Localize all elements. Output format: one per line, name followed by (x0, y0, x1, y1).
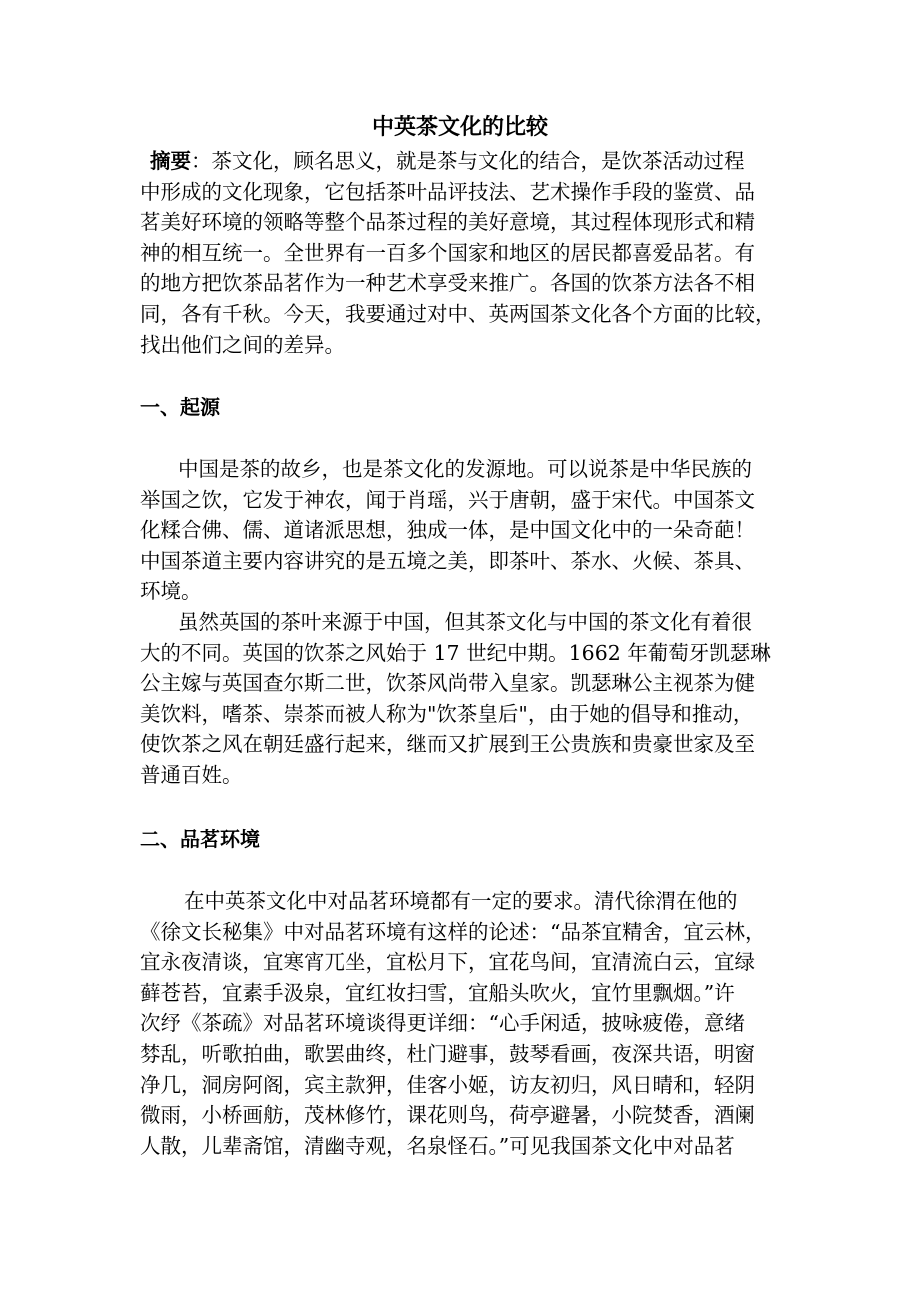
body-line: 虽然英国的茶叶来源于中国，但其茶文化与中国的茶文化有着很 (178, 609, 752, 634)
abstract-line: 找出他们之间的差异。 (140, 332, 345, 357)
body-line: 人散，儿辈斋馆，清幽寺观，名泉怪石。”可见我国茶文化中对品茗 (140, 1133, 735, 1158)
abstract-label: 摘要 (150, 149, 191, 173)
body-line: 《徐文长秘集》中对品茗环境有这样的论述：“品茶宜精舍，宜云林， (140, 919, 766, 944)
abstract-line: 的地方把饮茶品茗作为一种艺术享受来推广。各国的饮茶方法各不相 (140, 271, 755, 296)
body-line: 美饮料，嗜茶、崇茶而被人称为"饮茶皇后"，由于她的倡导和推动， (140, 701, 754, 726)
body-line: 次纾《茶疏》对品茗环境谈得更详细：“心手闲适，披咏疲倦，意绪 (140, 1011, 745, 1036)
section-heading-origin: 一、起源 (140, 395, 220, 419)
body-line: 微雨，小桥画舫，茂林修竹，课花则鸟，荷亭避暑，小院焚香，酒阑 (140, 1103, 755, 1128)
environment-section-body (140, 886, 785, 1161)
body-line: 棼乱，听歌拍曲，歌罢曲终，杜门避事，鼓琴看画，夜深共语，明窗 (140, 1041, 755, 1066)
body-line: 使饮茶之风在朝廷盛行起来，继而又扩展到王公贵族和贵豪世家及至 (140, 732, 755, 757)
abstract-line: 中形成的文化现象，它包括茶叶品评技法、艺术操作手段的鉴赏、品 (140, 179, 755, 204)
body-line: 举国之饮，它发于神农，闻于肖瑶，兴于唐朝，盛于宋代。中国茶文 (140, 487, 755, 512)
body-line: 净几，洞房阿阁，宾主款狎，佳客小姬，访友初归，风日晴和，轻阴 (140, 1072, 755, 1097)
body-line: 化糅合佛、儒、道诸派思想，独成一体，是中国文化中的一朵奇葩！ (140, 518, 755, 543)
body-line: 环境。 (140, 579, 202, 604)
abstract-paragraph (140, 146, 785, 360)
body-line: 藓苍苔，宜素手汲泉，宜红妆扫雪，宜船头吹火，宜竹里飘烟。”许 (140, 980, 735, 1005)
body-line: 宜永夜清谈，宜寒宵兀坐，宜松月下，宜花鸟间，宜清流白云，宜绿 (140, 950, 755, 975)
section-heading-environment: 二、品茗环境 (140, 827, 260, 851)
abstract-line: 同，各有千秋。今天，我要通过对中、英两国茶文化各个方面的比较， (140, 301, 776, 326)
body-line: 中国是茶的故乡，也是茶文化的发源地。可以说茶是中华民族的 (178, 457, 752, 481)
body-line: 中国茶道主要内容讲究的是五境之美，即茶叶、茶水、火候、茶具、 (140, 548, 755, 573)
body-line: 公主嫁与英国查尔斯二世，饮茶风尚带入皇家。凯瑟琳公主视茶为健 (140, 671, 755, 696)
body-line: 大的不同。英国的饮茶之风始于 17 世纪中期。1662 年葡萄牙凯瑟琳 (140, 640, 771, 665)
origin-section-body (140, 454, 785, 791)
body-line: 在中英茶文化中对品茗环境都有一定的要求。清代徐渭在他的 (184, 889, 738, 913)
document-title: 中英茶文化的比较 (371, 115, 548, 140)
abstract-line (140, 146, 785, 177)
body-line: 普通百姓。 (140, 762, 243, 787)
abstract-text: ：茶文化，顾名思义，就是茶与文化的结合，是饮茶活动过程 (191, 149, 745, 173)
abstract-line: 神的相互统一。全世界有一百多个国家和地区的居民都喜爱品茗。有 (140, 240, 755, 265)
abstract-line: 茗美好环境的领略等整个品茶过程的美好意境，其过程体现形式和精 (140, 210, 755, 235)
